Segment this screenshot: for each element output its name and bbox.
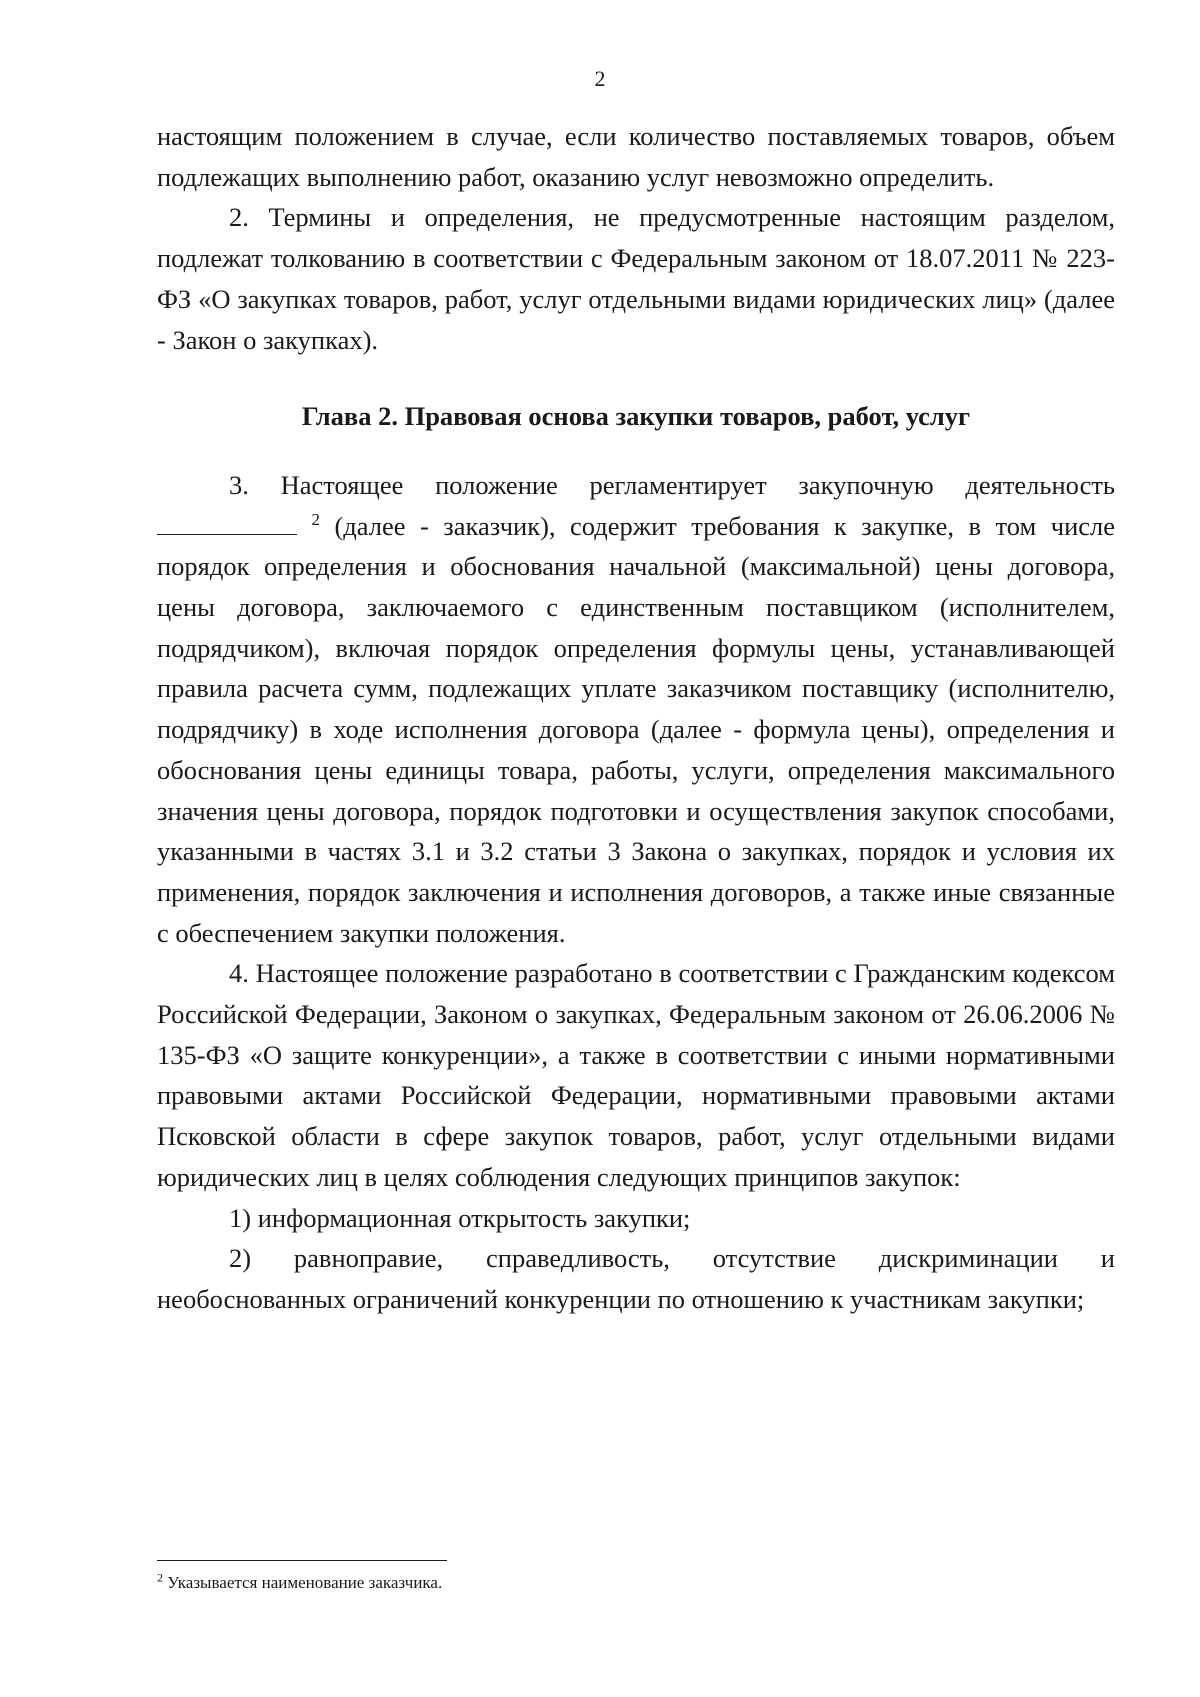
footnote-marker: 2 <box>157 1570 163 1585</box>
spacer <box>157 360 1115 396</box>
paragraph-4: 4. Настоящее положение разработано в соответствии с Гражданским кодексом Российской Федерации, Законом о закупках, Федеральным законом от 26.06.2006 № 135-ФЗ «О защите конкуренции», а также в соответствии с иными нормативными правовыми актами Российской Федерации, нормативными правовыми актами Псковской области в сфере закупок товаров, работ, услуг отдельными видами юридических лиц в целях соблюдения следующих принципов закупок: <box>157 958 1115 1192</box>
paragraph-2: 2. Термины и определения, не предусмотренные настоящим разделом, подлежат толкованию в соответствии с Федеральным законом от 18.07.2011 № 223-ФЗ «О закупках товаров, работ, услуг отдельными видами юридических лиц» (далее - Закон о закупках). <box>157 202 1115 355</box>
customer-name-blank <box>157 510 297 535</box>
footnote-divider <box>157 1560 447 1561</box>
list-item-1: 1) информационная открытость закупки; <box>229 1202 691 1233</box>
footnote <box>157 1572 1115 1594</box>
footnote-text: Указывается наименование заказчика. <box>163 1573 443 1592</box>
paragraph-continuation: настоящим положением в случае, если количество поставляемых товаров, объем подлежащих выполнению работ, оказанию услуг невозможно определить. <box>157 121 1115 192</box>
footnote-reference[interactable]: 2 <box>311 509 320 529</box>
chapter-heading: Глава 2. Правовая основа закупки товаров, работ, услуг <box>301 401 971 432</box>
paragraph-3-rest: (далее - заказчик), содержит требования к закупке, в том числе порядок определения и обоснования начальной (максимальной) цены договора, цены договора, заключаемого с единственным поставщиком (исполнителем, подрядчиком), включая порядок определения формулы цены, устанавливающей правила расчета сумм, подлежащих уплате заказчиком поставщику (исполнителю, подрядчику) в ходе исполнения договора (далее - формула цены), определения и обоснования цены единицы товара, работы, услуги, определения максимального значения цены договора, порядок подготовки и осуществления закупок способами, указанными в частях 3.1 и 3.2 статьи 3 Закона о закупках, порядок и условия их применения, порядок заключения и исполнения договоров, а также иные связанные с обеспечением закупки положения. <box>157 510 1115 948</box>
paragraph-3-start: 3. Настоящее положение регламентирует закупочную деятельность <box>229 469 1115 500</box>
document-body <box>157 116 1115 1320</box>
spacer <box>157 437 1115 465</box>
list-item-2: 2) равноправие, справедливость, отсутствие дискриминации и необоснованных ограничений конкуренции по отношению к участникам закупки; <box>157 1243 1115 1314</box>
page-number: 2 <box>594 66 606 91</box>
paragraph-3 <box>157 465 1115 953</box>
